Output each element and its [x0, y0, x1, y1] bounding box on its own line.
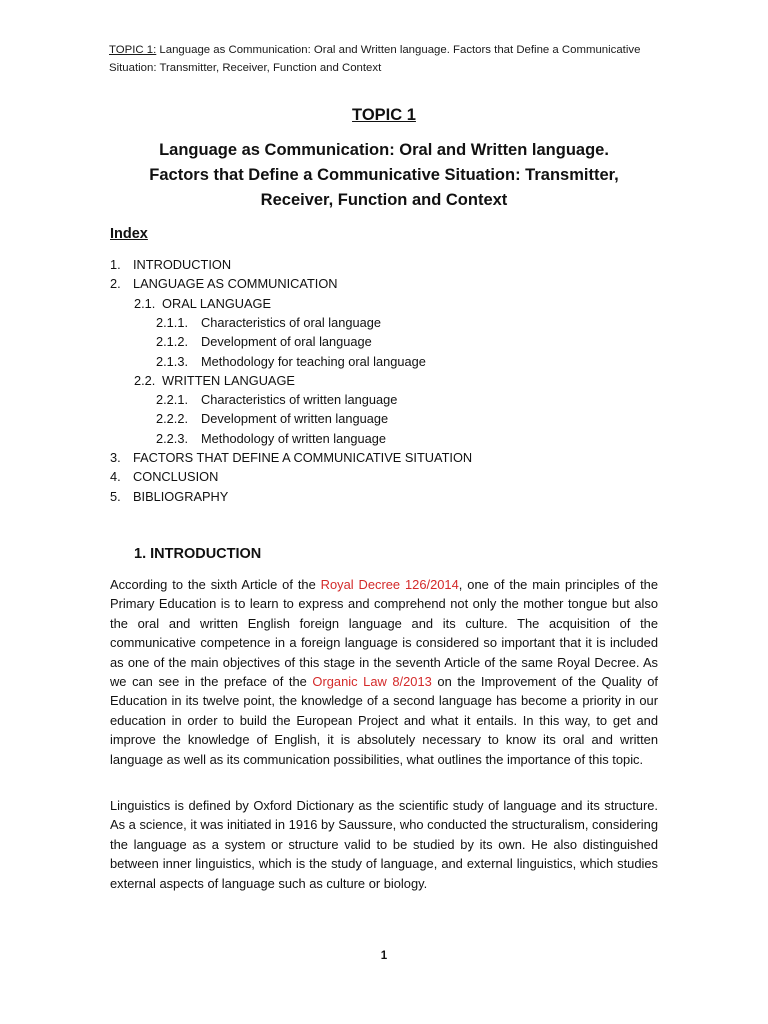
running-header-text: Language as Communication: Oral and Written language. Factors that Define a Communicative Situation: Transmitter, Receiver, Function and Context	[109, 44, 641, 74]
toc-item-number: 2.2.3.	[156, 430, 189, 446]
toc-item-label: ORAL LANGUAGE	[162, 295, 272, 311]
toc-item-number: 2.1.1.	[156, 314, 189, 330]
toc-item-number: 2.2.	[134, 372, 156, 388]
toc-item-label: INTRODUCTION	[133, 257, 232, 272]
main-title-line-1: Language as Communication: Oral and Written language.	[159, 141, 609, 159]
toc-item-number: 2.1.2.	[156, 334, 189, 350]
toc-item-label: BIBLIOGRAPHY	[133, 488, 229, 504]
running-header-topic-label: TOPIC 1:	[109, 44, 157, 56]
page-number: 1	[380, 950, 388, 962]
toc-item-number: 2.1.	[134, 295, 156, 311]
running-header	[109, 41, 669, 77]
section-heading-introduction: 1. INTRODUCTION	[134, 546, 262, 562]
toc-item-label: Development of oral language	[201, 334, 372, 350]
toc-item-label: LANGUAGE AS COMMUNICATION	[133, 276, 338, 292]
link-organic-law[interactable]: Organic Law 8/2013	[312, 674, 432, 690]
toc-item-label: FACTORS THAT DEFINE A COMMUNICATIVE SITUATION	[133, 450, 473, 465]
main-title	[110, 138, 658, 213]
link-royal-decree[interactable]: Royal Decree 126/2014	[320, 577, 459, 592]
toc-item-label: Methodology of written language	[201, 430, 386, 446]
toc-item-number: 2.1.3.	[156, 353, 189, 369]
paragraph-1-text-b: , one of the main principles of the Primary Education is to learn to express and comprehend not only the mother tongue but also the oral and written English foreign language and its culture. The acquisition of the communicative competence in a foreign language is considered so important that it is included as one of the main objectives of this stage in the seventh Article of the same Royal Decree. As we can see in the preface of the	[110, 577, 658, 690]
paragraph-2: Linguistics is defined by Oxford Dictionary as the scientific study of language and its structure. As a science, it was initiated in 1916 by Saussure, who conducted the structuralism, considering the language as a system or structure valid to be studied by its own. He also distinguished between inner linguistics, which is the study of language, and external linguistics, which studies external aspects of language such as culture or biology.	[110, 798, 658, 891]
index-heading: Index	[110, 226, 148, 242]
toc-item-number: 2.2.1.	[156, 392, 189, 408]
paragraph-1	[110, 575, 658, 769]
toc-item-number: 4.	[110, 469, 121, 485]
toc-item-number: 5.	[110, 488, 121, 504]
topic-title: TOPIC 1	[352, 106, 416, 124]
toc-item-number: 1.	[110, 257, 121, 272]
toc-item-label: Methodology for teaching oral language	[201, 353, 426, 369]
paragraph-1-text-c: on the Improvement of the Quality of Education in its twelve point, the knowledge of a second language has become a priority in our education in order to build the European Project and what it entails. In this way, to get and improve the knowledge of English, it is absolutely necessary to know its oral and written language as well as its communication possibilities, what outlines the importance of this topic.	[110, 674, 659, 767]
toc-item-label: Characteristics of written language	[201, 392, 398, 408]
toc-item-number: 2.2.2.	[156, 411, 189, 427]
toc-item-label: WRITTEN LANGUAGE	[162, 372, 295, 388]
toc-item-label: Characteristics of oral language	[201, 314, 381, 330]
toc-item-label: CONCLUSION	[133, 469, 219, 485]
main-title-line-3: Receiver, Function and Context	[260, 191, 508, 209]
toc-item-number: 2.	[110, 276, 121, 292]
toc-item-label: Development of written language	[201, 411, 389, 427]
main-title-line-2: Factors that Define a Communicative Situation: Transmitter,	[149, 166, 619, 184]
toc-item-number: 3.	[110, 450, 121, 465]
paragraph-1-text-a: According to the sixth Article of the	[110, 577, 321, 592]
